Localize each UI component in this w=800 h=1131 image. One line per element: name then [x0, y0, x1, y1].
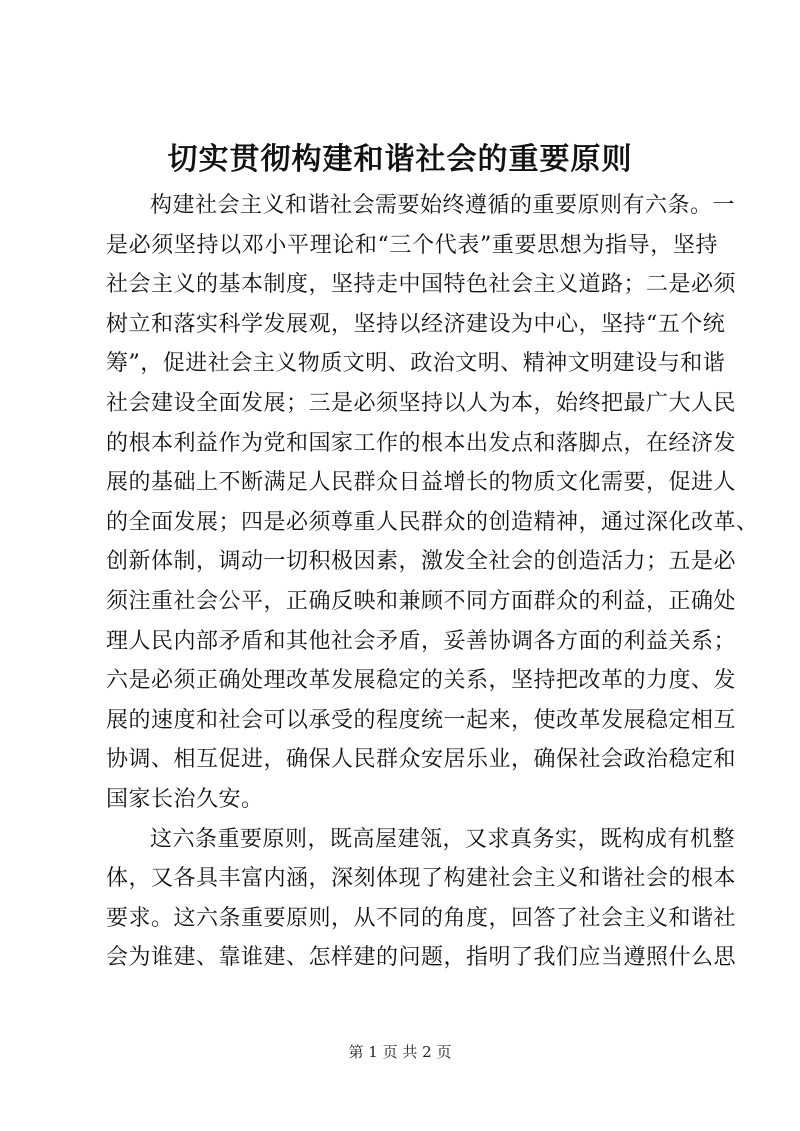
text-line: 国家长治久安。	[106, 786, 264, 812]
text-line: 六是必须正确处理改革发展稳定的关系，坚持把改革的力度、发	[106, 668, 737, 694]
text-line: 筹”，促进社会主义物质文明、政治文明、精神文明建设与和谐	[106, 351, 726, 377]
text-line: 协调、相互促进，确保人民群众安居乐业，确保社会政治稳定和	[106, 747, 737, 773]
text-line: 须注重社会公平，正确反映和兼顾不同方面群众的利益，正确处	[106, 588, 737, 614]
text-line: 是必须坚持以邓小平理论和“三个代表”重要思想为指导，坚持	[106, 232, 718, 258]
paragraph-1	[106, 186, 759, 820]
text-line: 要求。这六条重要原则，从不同的角度，回答了社会主义和谐社	[106, 905, 737, 931]
document-title: 切实贯彻构建和谐社会的重要原则	[167, 142, 633, 177]
document-body	[106, 186, 759, 978]
text-line: 会为谁建、靠谁建、怎样建的问题，指明了我们应当遵照什么思	[106, 945, 737, 971]
text-line: 理人民内部矛盾和其他社会矛盾，妥善协调各方面的利益关系；	[106, 628, 737, 654]
text-line: 展的基础上不断满足人民群众日益增长的物质文化需要，促进人	[106, 470, 737, 496]
text-line: 社会主义的基本制度，坚持走中国特色社会主义道路；二是必须	[106, 272, 737, 298]
paragraph-2	[106, 820, 737, 978]
text-line: 这六条重要原则，既高屋建瓴，又求真务实，既构成有机整	[150, 826, 736, 852]
text-line: 树立和落实科学发展观，坚持以经济建设为中心，坚持“五个统	[106, 311, 726, 337]
page-footer: 第 1 页 共 2 页	[348, 1043, 452, 1061]
text-line: 构建社会主义和谐社会需要始终遵循的重要原则有六条。一	[150, 193, 736, 218]
text-line: 体，又各具丰富内涵，深刻体现了构建社会主义和谐社会的根本	[106, 866, 737, 892]
text-line: 社会建设全面发展；三是必须坚持以人为本，始终把最广大人民	[106, 390, 737, 416]
text-line: 展的速度和社会可以承受的程度统一起来，使改革发展稳定相互	[106, 707, 737, 733]
text-line: 的全面发展；四是必须尊重人民群众的创造精神，通过深化改革、	[106, 509, 759, 535]
text-line: 创新体制，调动一切积极因素，激发全社会的创造活力；五是必	[106, 549, 737, 575]
text-line: 的根本利益作为党和国家工作的根本出发点和落脚点，在经济发	[106, 430, 737, 456]
